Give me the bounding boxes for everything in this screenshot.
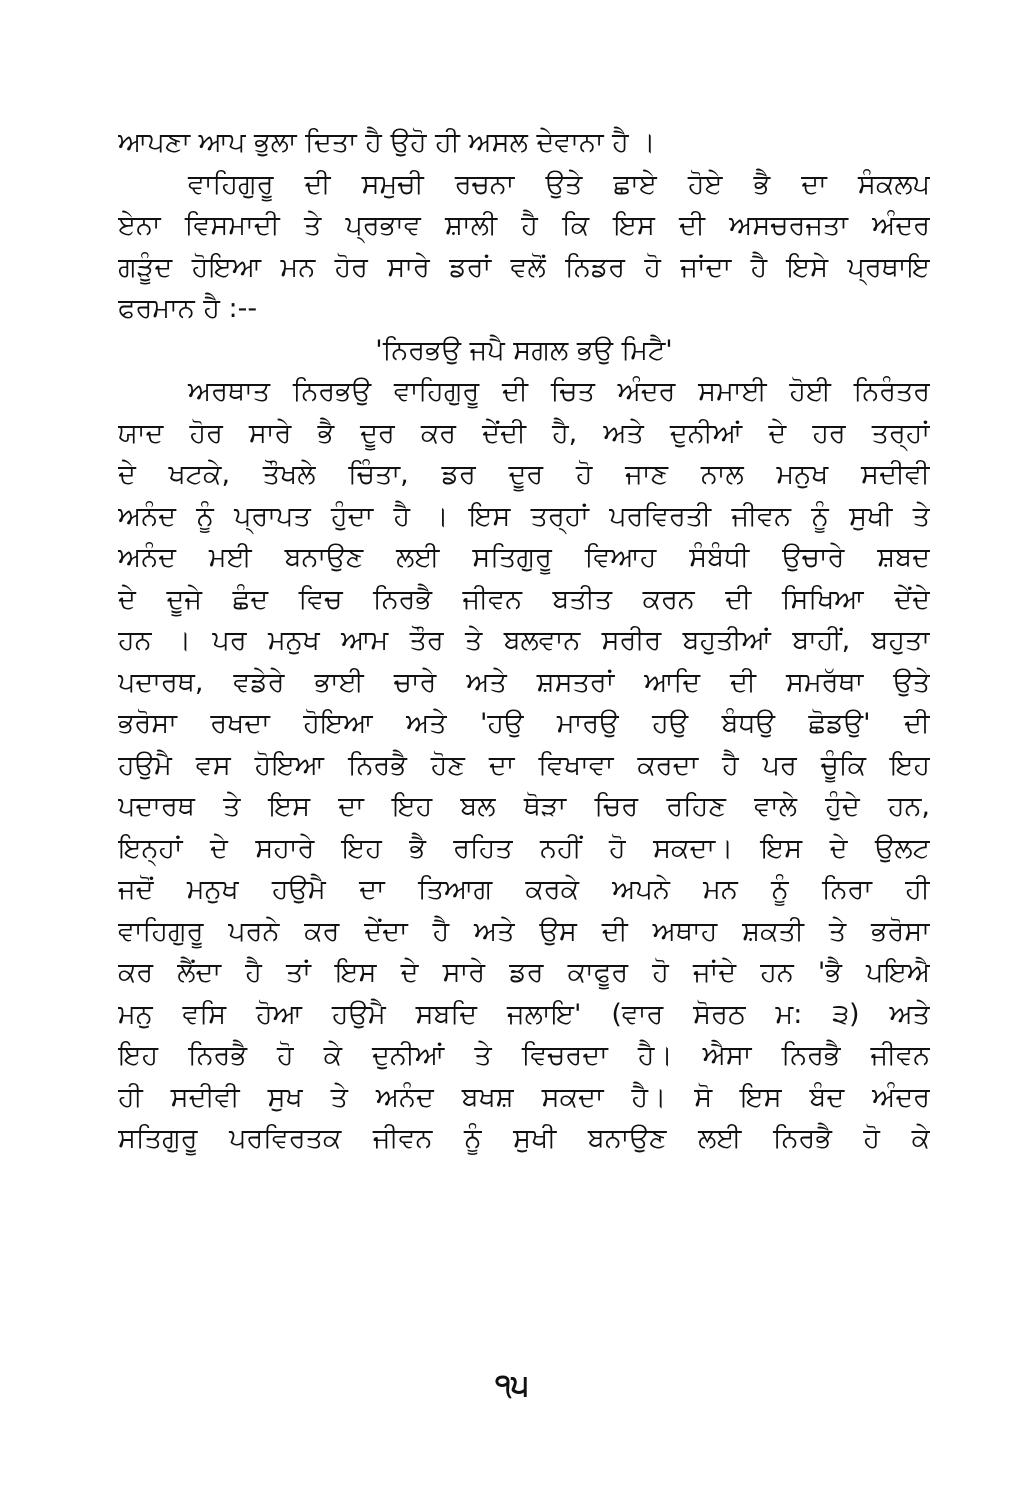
text-line: ਆਪਣਾ ਆਪ ਭੁਲਾ ਦਿਤਾ ਹੈ ਉਹੋ ਹੀ ਅਸਲ ਦੇਵਾਨਾ ਹੈ । (118, 127, 656, 158)
text-line: ਇਨ੍ਹਾਂ ਦੇ ਸਹਾਰੇ ਇਹ ਭੈ ਰਹਿਤ ਨਹੀਂ ਹੋ ਸਕਦਾ। ਇਸ ਦੇ ਉਲਟ (118, 832, 930, 864)
text-line: ਸਤਿਗੁਰੂ ਪਰਵਿਰਤਕ ਜੀਵਨ ਨੂੰ ਸੁਖੀ ਬਨਾਉਣ ਲਈ ਨਿਰਭੈ ਹੋ ਕੇ (118, 1123, 930, 1154)
text-line: ਫਰਮਾਨ ਹੈ :-- (118, 293, 258, 324)
text-line: ਅਨੰਦ ਮਈ ਬਨਾਉਣ ਲਈ ਸਤਿਗੁਰੂ ਵਿਆਹ ਸੰਬੰਧੀ ਉਚਾਰੇ ਸ਼ਬਦ (118, 542, 930, 573)
text-line: ਇਹ ਨਿਰਭੈ ਹੋ ਕੇ ਦੁਨੀਆਂ ਤੇ ਵਿਚਰਦਾ ਹੈ। ਐਸਾ ਨਿਰਭੈ ਜੀਵਨ (118, 1040, 930, 1071)
text-line: ਗੜੂੰਦ ਹੋਇਆ ਮਨ ਹੋਰ ਸਾਰੇ ਡਰਾਂ ਵਲੋਂ ਨਿਡਰ ਹੋ ਜਾਂਦਾ ਹੈ ਇਸੇ ਪ੍ਰਥਾਇ (118, 251, 930, 283)
text-line: ਪਦਾਰਥ, ਵਡੇਰੇ ਭਾਈ ਚਾਰੇ ਅਤੇ ਸ਼ਸਤਰਾਂ ਆਦਿ ਦੀ ਸਮਰੱਥਾ ਉਤੇ (118, 666, 930, 698)
text-line: ਅਰਥਾਤ ਨਿਰਭਉ ਵਾਹਿਗੁਰੂ ਦੀ ਚਿਤ ਅੰਦਰ ਸਮਾਈ ਹੋਈ ਨਿਰੰਤਰ (188, 376, 930, 407)
text-line: ਯਾਦ ਹੋਰ ਸਾਰੇ ਭੈ ਦੂਰ ਕਰ ਦੇਂਦੀ ਹੈ, ਅਤੇ ਦੁਨੀਆਂ ਦੇ ਹਰ ਤਰ੍ਹਾਂ (118, 417, 930, 449)
text-line: ਹਨ । ਪਰ ਮਨੁਖ ਆਮ ਤੌਰ ਤੇ ਬਲਵਾਨ ਸਰੀਰ ਬਹੁਤੀਆਂ ਬਾਹੀਂ, ਬਹੁਤਾ (118, 625, 930, 656)
text-line: ਦੇ ਖਟਕੇ, ਤੌਖਲੇ ਚਿੰਤਾ, ਡਰ ਦੂਰ ਹੋ ਜਾਣ ਨਾਲ ਮਨੁਖ ਸਦੀਵੀ (118, 459, 930, 490)
text-line: ਅਨੰਦ ਨੂੰ ਪ੍ਰਾਪਤ ਹੁੰਦਾ ਹੈ । ਇਸ ਤਰ੍ਹਾਂ ਪਰਵਿਰਤੀ ਜੀਵਨ ਨੂੰ ਸੁਖੀ ਤੇ (118, 500, 930, 532)
body-text (118, 122, 930, 1160)
text-line: ਹਉਮੈ ਵਸ ਹੋਇਆ ਨਿਰਭੈ ਹੋਣ ਦਾ ਵਿਖਾਵਾ ਕਰਦਾ ਹੈ ਪਰ ਚੂੰਕਿ ਇਹ (118, 749, 930, 781)
text-line: ਪਦਾਰਥ ਤੇ ਇਸ ਦਾ ਇਹ ਬਲ ਥੋੜਾ ਚਿਰ ਰਹਿਣ ਵਾਲੇ ਹੁੰਦੇ ਹਨ, (118, 791, 930, 822)
text-line: ਮਨੁ ਵਸਿ ਹੋਆ ਹਉਮੈ ਸਬਦਿ ਜਲਾਇ' (ਵਾਰ ਸੋਰਠ ਮ: ੩) ਅਤੇ (118, 998, 930, 1030)
text-line: ਏਨਾ ਵਿਸਮਾਦੀ ਤੇ ਪ੍ਰਭਾਵ ਸ਼ਾਲੀ ਹੈ ਕਿ ਇਸ ਦੀ ਅਸਚਰਜਤਾ ਅੰਦਰ (118, 210, 930, 241)
text-line: ਜਦੋਂ ਮਨੁਖ ਹਉਮੈ ਦਾ ਤਿਆਗ ਕਰਕੇ ਅਪਨੇ ਮਨ ਨੂੰ ਨਿਰਾ ਹੀ (118, 874, 930, 905)
quote-line: 'ਨਿਰਭਉ ਜਪੈ ਸਗਲ ਭਉ ਮਿਟੈ' (375, 334, 673, 366)
text-line: ਵਾਹਿਗੁਰੂ ਪਰਨੇ ਕਰ ਦੇਂਦਾ ਹੈ ਅਤੇ ਉਸ ਦੀ ਅਥਾਹ ਸ਼ਕਤੀ ਤੇ ਭਰੋਸਾ (118, 915, 930, 947)
text-line: ਦੇ ਦੂਜੇ ਛੰਦ ਵਿਚ ਨਿਰਭੈ ਜੀਵਨ ਬਤੀਤ ਕਰਨ ਦੀ ਸਿਖਿਆ ਦੇਂਦੇ (118, 583, 930, 615)
text-line: ਹੀ ਸਦੀਵੀ ਸੁਖ ਤੇ ਅਨੰਦ ਬਖਸ਼ ਸਕਦਾ ਹੈ। ਸੋ ਇਸ ਬੰਦ ਅੰਦਰ (118, 1081, 930, 1113)
text-line: ਕਰ ਲੈਂਦਾ ਹੈ ਤਾਂ ਇਸ ਦੇ ਸਾਰੇ ਡਰ ਕਾਫੂਰ ਹੋ ਜਾਂਦੇ ਹਨ 'ਭੈ ਪਇਐ (118, 957, 930, 988)
page-number: ੧੫ (495, 1368, 529, 1403)
text-line: ਵਾਹਿਗੁਰੂ ਦੀ ਸਮੁਚੀ ਰਚਨਾ ਉਤੇ ਛਾਏ ਹੋਏ ਭੈ ਦਾ ਸੰਕਲਪ (188, 168, 930, 200)
text-line: ਭਰੋਸਾ ਰਖਦਾ ਹੋਇਆ ਅਤੇ 'ਹਉ ਮਾਰਉ ਹਉ ਬੰਧਉ ਛੋਡਉ' ਦੀ (118, 708, 930, 739)
